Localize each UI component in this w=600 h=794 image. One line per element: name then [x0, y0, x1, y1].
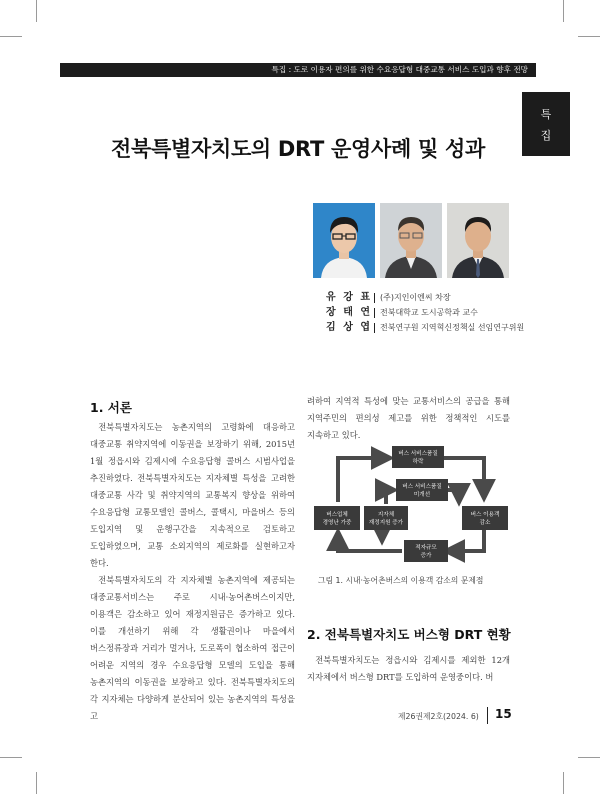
footer-divider [487, 707, 488, 724]
paragraph: 전북특별자치도는 농촌지역의 고령화에 대응하고 대중교통 취약지역에 이동권을 보장하기 위해, 2015년 1월 정읍시와 김제시에 수요응답형 콜버스 시범사업을 추진하였다. 전북특별자치도는 지자체별 특성을 고려한 대중교통 사각 및 취약지역의 교통복지 향상을 위하여 수요응답형 교통모델인 콜버스, 콜택시, 마을버스 등의 도입지역 및 운행구간을 지속적으로 검토하고 도입하였으며, 교통 소외지역의 제로화를 실현하고자 한다. [90, 422, 295, 568]
author-affiliation: 전북연구원 지역혁신정책실 선임연구위원 [380, 323, 525, 332]
figure-problem-cycle [314, 444, 510, 564]
author-name: 장 태 연 [326, 307, 372, 318]
section-heading: 1. 서론 [90, 400, 132, 415]
box-label: 버스 서비스품질 [398, 451, 438, 457]
box-label: 미개선 [413, 492, 431, 498]
crop-mark [0, 757, 22, 758]
cycle-arrow [338, 532, 402, 551]
box-label: 적자규모 [415, 545, 437, 551]
box-label: 버스 이용객 [470, 512, 500, 518]
body-column-right-lower [307, 652, 510, 686]
author-entry [300, 321, 530, 335]
crop-mark [578, 757, 600, 758]
author-photo [447, 203, 509, 278]
box-label: 하락 [412, 459, 424, 465]
section-heading: 2. 전북특별자치도 버스형 DRT 현황 [307, 627, 511, 642]
author-divider [374, 293, 375, 303]
box-service-quality-neglect [396, 479, 448, 501]
author-photo [313, 203, 375, 278]
box-label: 증가 [420, 553, 432, 559]
crop-mark [563, 772, 564, 794]
side-tab-char: 특 [540, 108, 552, 121]
cycle-arrow [338, 458, 390, 502]
author-divider [374, 323, 375, 333]
crop-mark [36, 0, 37, 22]
paragraph: 전북특별자치도의 각 지자체별 농촌지역에 제공되는 대중교통서비스는 주로 시내·농어촌버스이지만, 이용객은 감소하고 있어 재정지원금은 증가하고 있다. 이를 개선하기 위해 각 생활권이나 마을에서 버스정류장과 거리가 멀거나, 도로폭이 협소하여 접근이 어려운 지역의 경우 수요응답형 모델의 도입을 통해 농촌지역의 이동권을 보장하고 있다. 전북특별자치도의 각 지자체는 다양하게 분산되어 있는 농촌지역의 특성을 고 [90, 575, 295, 721]
box-label: 버스 서비스품질 [402, 484, 442, 490]
running-header-title: 특집 : 도로 이용자 편의를 위한 수요응답형 대중교통 서비스 도입과 향후 전망 [271, 65, 528, 74]
crop-mark [0, 36, 22, 37]
box-deficit-increase [404, 540, 448, 562]
side-tab-char: 집 [540, 129, 552, 142]
page-number: 15 [495, 707, 512, 721]
issue-info: 제26권제2호(2024. 6) [398, 712, 479, 721]
author-photo [380, 203, 442, 278]
author-affiliation: (주)지인이엔씨 차장 [380, 293, 451, 302]
author-entry [300, 306, 530, 320]
box-label: 버스업체 [326, 512, 348, 518]
cycle-arrow [446, 528, 484, 551]
box-label: 재정지원 증가 [368, 520, 404, 526]
running-header-bar [60, 63, 536, 77]
figure-caption: 그림 1. 시내·농어촌버스의 이용객 감소의 문제점 [318, 576, 484, 585]
box-service-quality-drop [392, 446, 444, 468]
crop-mark [36, 772, 37, 794]
article-title: 전북특별자치도의 DRT 운영사례 및 성과 [111, 137, 485, 161]
body-column-left [90, 419, 295, 725]
paragraph: 려하여 지역적 특성에 맞는 교통서비스의 공급을 통해 지역주민의 편의성 제고를 위한 정책적인 시도를 지속하고 있다. [307, 396, 510, 440]
author-name: 유 강 표 [326, 292, 372, 303]
author-name: 김 상 엽 [326, 322, 372, 333]
author-divider [374, 308, 375, 318]
box-label: 감소 [479, 520, 491, 526]
box-label: 지자체 [377, 512, 395, 518]
paragraph: 전북특별자치도는 정읍시와 김제시를 제외한 12개 지자체에서 버스형 DRT를 도입하여 운영중이다. 버 [307, 655, 510, 682]
crop-mark [563, 0, 564, 22]
author-entry [300, 291, 530, 305]
cycle-arrow [386, 490, 394, 504]
box-subsidy-increase [364, 506, 408, 530]
author-affiliation: 전북대학교 도시공학과 교수 [380, 308, 478, 317]
box-label: 경영난 가중 [322, 520, 352, 526]
crop-mark [578, 36, 600, 37]
body-column-right [307, 393, 510, 444]
box-ridership-drop [462, 506, 508, 530]
box-operator-burden [314, 506, 360, 530]
